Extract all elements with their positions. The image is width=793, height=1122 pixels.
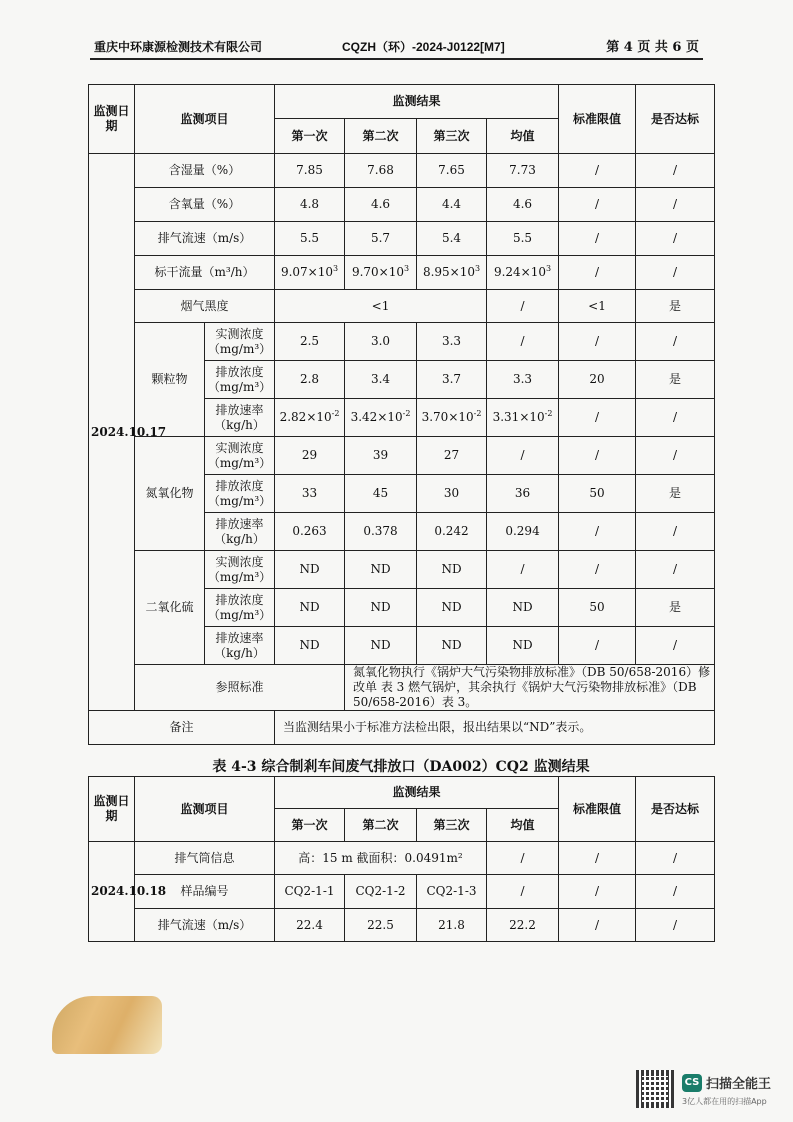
value: 2.82×10 (279, 410, 332, 424)
cell: / (559, 256, 636, 290)
cell: 7.65 (417, 154, 487, 188)
cell: ND (275, 551, 345, 589)
cell: 3.0 (345, 323, 417, 361)
stack-info: 高：15 m 截面积：0.0491m² (275, 842, 487, 875)
cell: / (636, 875, 715, 909)
nox-label: 氮氧化物 (135, 437, 205, 551)
exponent: 3 (332, 264, 339, 273)
cell: 5.5 (487, 222, 559, 256)
rate-label: 排放速率（kg/h） (205, 399, 275, 437)
cell: ND (417, 551, 487, 589)
cell: / (636, 513, 715, 551)
exponent: -2 (331, 409, 340, 418)
particulate-label: 颗粒物 (135, 323, 205, 437)
app-name: 扫描全能王 (706, 1077, 772, 1092)
cell (275, 399, 345, 437)
cell: 5.4 (417, 222, 487, 256)
cell: / (636, 222, 715, 256)
cell: ND (345, 627, 417, 665)
cell: / (559, 222, 636, 256)
cell: 0.294 (487, 513, 559, 551)
cell: / (559, 513, 636, 551)
cell: 4.8 (275, 188, 345, 222)
measured-label: 实测浓度（mg/m³） (205, 323, 275, 361)
cell: 7.73 (487, 154, 559, 188)
cell: / (636, 188, 715, 222)
head-results: 监测结果 (275, 85, 559, 119)
emission-label: 排放浓度（mg/m³） (205, 475, 275, 513)
head-date: 监测日期 (89, 777, 135, 842)
cell: 22.4 (275, 909, 345, 942)
cell: / (636, 323, 715, 361)
cell: / (487, 875, 559, 909)
flow-label: 标干流量（m³/h） (135, 256, 275, 290)
cell: / (636, 627, 715, 665)
cell: <1 (275, 290, 487, 323)
cell: 22.5 (345, 909, 417, 942)
remark-text: 当监测结果小于标准方法检出限，报出结果以“ND”表示。 (275, 711, 715, 745)
cell: / (636, 154, 715, 188)
cell: / (487, 437, 559, 475)
cell: / (487, 842, 559, 875)
cell: / (636, 551, 715, 589)
head-r3: 第三次 (417, 119, 487, 154)
exponent: 3 (546, 264, 552, 273)
cell: / (636, 909, 715, 942)
head-limit: 标准限值 (559, 777, 636, 842)
rate-label: 排放速率（kg/h） (205, 627, 275, 665)
velocity-label: 排气流速（m/s） (135, 909, 275, 942)
cell: ND (275, 627, 345, 665)
page-number: 第 4 页 共 6 页 (606, 40, 699, 55)
stack-label: 排气筒信息 (135, 842, 275, 875)
cell: 50 (559, 475, 636, 513)
head-limit: 标准限值 (559, 85, 636, 154)
camscanner-logo-icon: CS (682, 1074, 702, 1092)
cell (417, 256, 487, 290)
exponent: 3 (474, 264, 481, 273)
cell: 30 (417, 475, 487, 513)
cell: / (559, 437, 636, 475)
cell: / (559, 551, 636, 589)
cell: 是 (636, 589, 715, 627)
reference-label: 参照标准 (135, 665, 345, 711)
exponent: -2 (402, 409, 411, 418)
cell: 3.7 (417, 361, 487, 399)
cell: ND (275, 589, 345, 627)
moisture-label: 含湿量（%） (135, 154, 275, 188)
monitoring-table-1 (88, 84, 715, 745)
head-item: 监测项目 (135, 777, 275, 842)
head-r2: 第二次 (345, 119, 417, 154)
remark-label: 备注 (89, 711, 275, 745)
measured-label: 实测浓度（mg/m³） (205, 551, 275, 589)
cell: 是 (636, 361, 715, 399)
oxygen-label: 含氧量（%） (135, 188, 275, 222)
head-item: 监测项目 (135, 85, 275, 154)
head-r3: 第三次 (417, 809, 487, 842)
cell (487, 399, 559, 437)
cell: / (559, 909, 636, 942)
scanner-watermark (636, 1070, 776, 1112)
cell: 5.5 (275, 222, 345, 256)
cell: 5.7 (345, 222, 417, 256)
cell: / (636, 437, 715, 475)
cell: 是 (636, 290, 715, 323)
cell: / (636, 842, 715, 875)
value: 3.70×10 (421, 410, 474, 424)
cell: CQ2-1-3 (417, 875, 487, 909)
cell: 29 (275, 437, 345, 475)
cell: ND (487, 589, 559, 627)
cell: 36 (487, 475, 559, 513)
page-header (90, 36, 703, 60)
value: 9.07×10 (280, 265, 333, 279)
measured-label: 实测浓度（mg/m³） (205, 437, 275, 475)
value: 9.24×10 (493, 265, 546, 279)
emission-label: 排放浓度（mg/m³） (205, 589, 275, 627)
cell: / (636, 399, 715, 437)
cell: 0.242 (417, 513, 487, 551)
rate-label: 排放速率（kg/h） (205, 513, 275, 551)
cell (345, 399, 417, 437)
cell: ND (487, 627, 559, 665)
value: 9.70×10 (351, 265, 404, 279)
date-cell: 2024.10.18 (89, 842, 135, 942)
velocity-label: 排气流速（m/s） (135, 222, 275, 256)
cell: 2.5 (275, 323, 345, 361)
cell: 22.2 (487, 909, 559, 942)
cell: 3.4 (345, 361, 417, 399)
cell: 2.8 (275, 361, 345, 399)
cell: 是 (636, 475, 715, 513)
cell (487, 256, 559, 290)
cell: / (559, 875, 636, 909)
cell: / (559, 399, 636, 437)
value: 8.95×10 (422, 265, 475, 279)
head-results: 监测结果 (275, 777, 559, 809)
cell: 45 (345, 475, 417, 513)
value: 3.42×10 (350, 410, 403, 424)
cell: / (487, 551, 559, 589)
cell (275, 256, 345, 290)
head-pass: 是否达标 (636, 777, 715, 842)
head-avg: 均值 (487, 809, 559, 842)
exponent: 3 (403, 264, 410, 273)
cell: 4.4 (417, 188, 487, 222)
cell: / (636, 256, 715, 290)
cell (345, 256, 417, 290)
cell: 4.6 (345, 188, 417, 222)
table2-caption: 表 4-3 综合制剎车间废气排放口（DA002）CQ2 监测结果 (212, 759, 590, 775)
cell: 33 (275, 475, 345, 513)
monitoring-table-2 (88, 776, 715, 942)
paper-stain (52, 996, 162, 1054)
head-avg: 均值 (487, 119, 559, 154)
cell: 39 (345, 437, 417, 475)
cell: 21.8 (417, 909, 487, 942)
cell: / (559, 188, 636, 222)
emission-label: 排放浓度（mg/m³） (205, 361, 275, 399)
cell: CQ2-1-2 (345, 875, 417, 909)
report-number: CQZH（环）-2024-J0122[M7] (342, 40, 505, 54)
value: 3.31×10 (492, 410, 545, 424)
cell: / (559, 323, 636, 361)
head-r1: 第一次 (275, 119, 345, 154)
exponent: -2 (544, 409, 553, 418)
head-r2: 第二次 (345, 809, 417, 842)
cell: / (487, 290, 559, 323)
cell (417, 399, 487, 437)
cell: 0.263 (275, 513, 345, 551)
cell: 3.3 (417, 323, 487, 361)
so2-label: 二氧化硫 (135, 551, 205, 665)
head-pass: 是否达标 (636, 85, 715, 154)
cell: 4.6 (487, 188, 559, 222)
sample-label: 样品编号 (135, 875, 275, 909)
cell: <1 (559, 290, 636, 323)
cell: ND (345, 551, 417, 589)
cell: 3.3 (487, 361, 559, 399)
head-date: 监测日期 (89, 85, 135, 154)
cell: 7.68 (345, 154, 417, 188)
qr-code-icon (636, 1070, 674, 1108)
smoke-label: 烟气黑度 (135, 290, 275, 323)
cell: 7.85 (275, 154, 345, 188)
company-name: 重庆中环康源检测技术有限公司 (94, 40, 263, 54)
cell: ND (345, 589, 417, 627)
cell: 0.378 (345, 513, 417, 551)
cell: / (559, 842, 636, 875)
cell: ND (417, 589, 487, 627)
cell: / (487, 323, 559, 361)
cell: 20 (559, 361, 636, 399)
head-r1: 第一次 (275, 809, 345, 842)
cell: CQ2-1-1 (275, 875, 345, 909)
cell: / (559, 154, 636, 188)
date-cell: 2024.10.17 (89, 154, 135, 711)
exponent: -2 (473, 409, 482, 418)
reference-text: 氮氧化物执行《锅炉大气污染物排放标准》（DB 50/658-2016）修改单 表 3 燃气锅炉，其余执行《锅炉大气污染物排放标准》（DB 50/658-2016）表 3。 (345, 665, 715, 711)
cell: 27 (417, 437, 487, 475)
cell: / (559, 627, 636, 665)
app-tagline: 3亿人都在用的扫描App (682, 1097, 767, 1106)
cell: 50 (559, 589, 636, 627)
cell: ND (417, 627, 487, 665)
